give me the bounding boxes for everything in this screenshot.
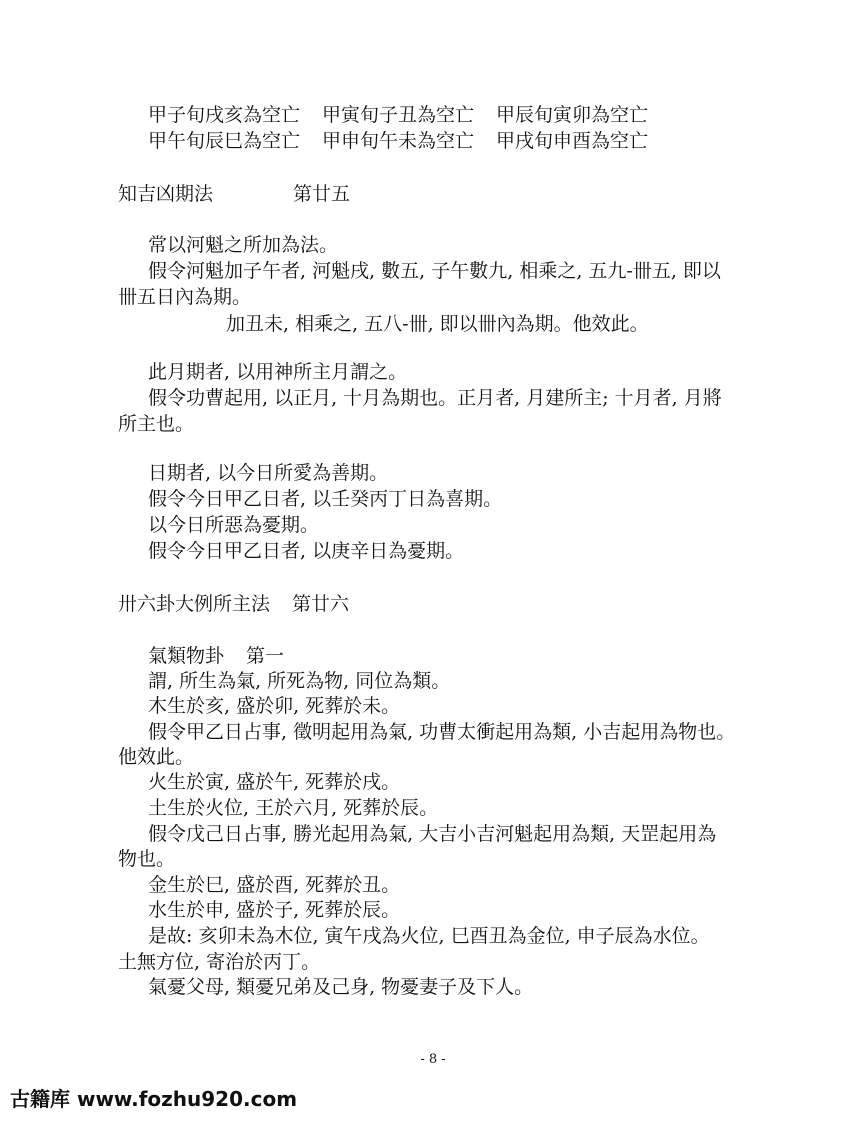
paragraph: 土生於火位, 王於六月, 死葬於辰。 bbox=[148, 797, 439, 819]
paragraph: 假令功曹起用, 以正月, 十月為期也。正月者, 月建所主; 十月者, 月將 bbox=[148, 387, 722, 409]
table-row bbox=[148, 104, 648, 126]
paragraph: 假令戊己日占事, 勝光起用為氣, 大吉小吉河魁起用為類, 天罡起用為 bbox=[148, 823, 717, 845]
paragraph: 他效此。 bbox=[118, 746, 195, 768]
section-title: 知吉凶期法 bbox=[118, 183, 214, 205]
section-heading bbox=[118, 183, 350, 205]
paragraph: 卌五日內為期。 bbox=[118, 286, 252, 308]
list-item: 甲子旬戌亥為空亡 bbox=[148, 104, 301, 126]
paragraph: 以今日所惡為憂期。 bbox=[148, 514, 320, 536]
paragraph: 常以河魁之所加為法。 bbox=[148, 234, 339, 256]
section-number: 第廿五 bbox=[293, 183, 351, 205]
paragraph: 假令今日甲乙日者, 以壬癸丙丁日為喜期。 bbox=[148, 488, 503, 510]
section-title: 卅六卦大例所主法 bbox=[118, 593, 271, 615]
paragraph: 木生於亥, 盛於卯, 死葬於未。 bbox=[148, 695, 401, 717]
paragraph: 假令甲乙日占事, 徵明起用為氣, 功曹太衝起用為類, 小吉起用為物也。 bbox=[148, 721, 736, 743]
subsection-heading bbox=[148, 645, 284, 667]
paragraph: 此月期者, 以用神所主月謂之。 bbox=[148, 361, 408, 383]
list-item: 甲申旬午未為空亡 bbox=[322, 130, 475, 152]
section-heading bbox=[118, 593, 349, 615]
list-item: 甲戌旬申酉為空亡 bbox=[496, 130, 649, 152]
list-item: 甲寅旬子丑為空亡 bbox=[322, 104, 475, 126]
list-item: 甲辰旬寅卯為空亡 bbox=[496, 104, 649, 126]
paragraph: 金生於巳, 盛於酉, 死葬於丑。 bbox=[148, 874, 401, 896]
paragraph: 謂, 所生為氣, 所死為物, 同位為類。 bbox=[148, 670, 451, 692]
subsection-title: 氣類物卦 bbox=[148, 645, 225, 667]
paragraph: 日期者, 以今日所愛為善期。 bbox=[148, 462, 389, 484]
table-row bbox=[148, 130, 648, 152]
paragraph: 氣憂父母, 類憂兄弟及己身, 物憂妻子及下人。 bbox=[148, 976, 534, 998]
paragraph: 假令河魁加子午者, 河魁戌, 數五, 子午數九, 相乘之, 五九-卌五, 即以 bbox=[148, 260, 721, 282]
paragraph: 假令今日甲乙日者, 以庚辛日為憂期。 bbox=[148, 540, 465, 562]
paragraph: 火生於寅, 盛於午, 死葬於戌。 bbox=[148, 771, 401, 793]
list-item: 甲午旬辰巳為空亡 bbox=[148, 130, 301, 152]
paragraph: 水生於申, 盛於子, 死葬於辰。 bbox=[148, 899, 401, 921]
paragraph: 物也。 bbox=[118, 848, 176, 870]
page-number: - 8 - bbox=[420, 1052, 446, 1067]
paragraph: 加丑未, 相乘之, 五八-卌, 即以卌內為期。他效此。 bbox=[226, 313, 649, 335]
subsection-number: 第一 bbox=[246, 645, 285, 667]
paragraph: 土無方位, 寄治於丙丁。 bbox=[118, 951, 321, 973]
paragraph: 所主也。 bbox=[118, 413, 195, 435]
section-number: 第廿六 bbox=[292, 593, 350, 615]
watermark: 古籍库 www.fozhu920.com bbox=[10, 1087, 298, 1111]
paragraph: 是故: 亥卯未為木位, 寅午戌為火位, 巳酉丑為金位, 申子辰為水位。 bbox=[148, 925, 710, 947]
